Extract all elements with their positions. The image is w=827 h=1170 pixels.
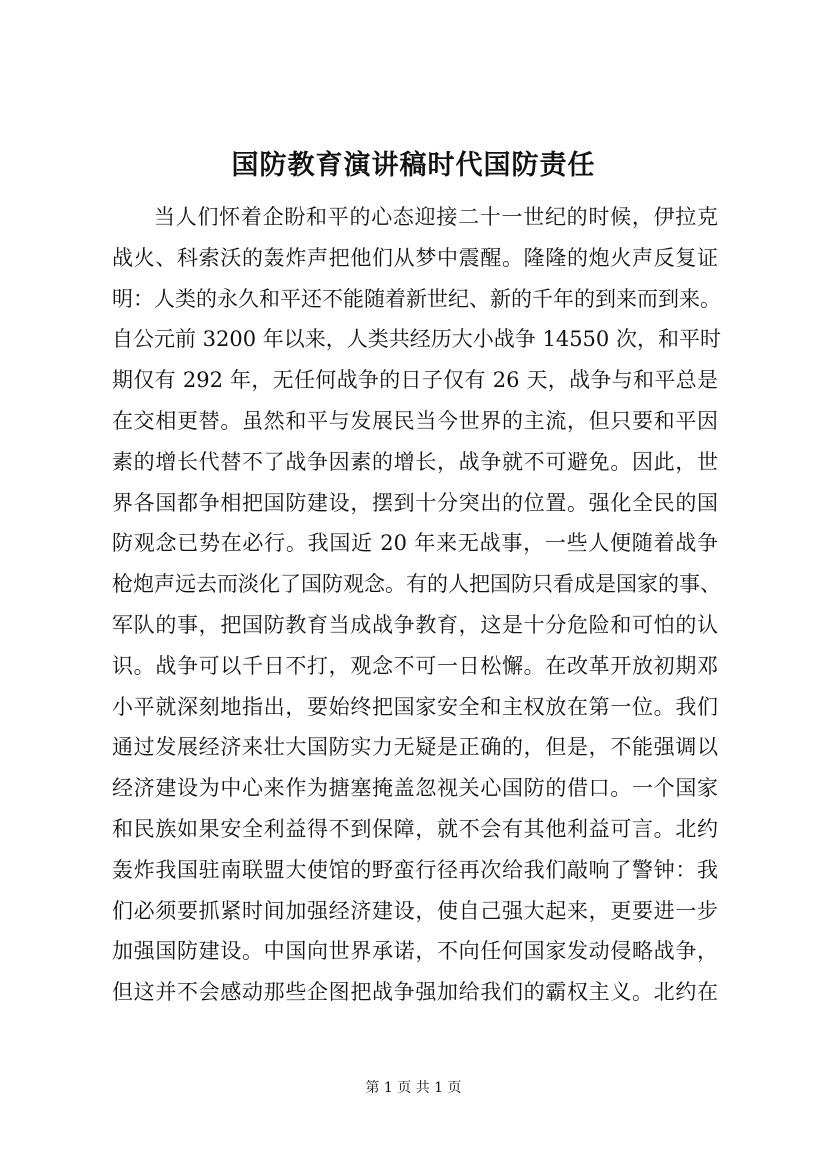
paragraph-line: 经济建设为中心来作为搪塞掩盖忽视关心国防的借口。一个国家 (112, 776, 718, 801)
paragraph-line: 轰炸我国驻南联盟大使馆的野蛮行径再次给我们敲响了警钟：我 (112, 857, 718, 882)
paragraph-line: 自公元前 3200 年以来，人类共经历大小战争 14550 次，和平时 (112, 327, 721, 352)
paragraph-line: 们必须要抓紧时间加强经济建设，使自己强大起来，更要进一步 (112, 898, 718, 923)
paragraph-line: 小平就深刻地指出，要始终把国家安全和主权放在第一位。我们 (112, 694, 718, 719)
paragraph-line: 和民族如果安全利益得不到保障，就不会有其他利益可言。北约 (112, 816, 718, 841)
paragraph-line: 期仅有 292 年，无任何战争的日子仅有 26 天，战争与和平总是 (112, 368, 718, 393)
paragraph-line: 明：人类的永久和平还不能随着新世纪、新的千年的到来而到来。 (112, 286, 721, 311)
paragraph-line: 加强国防建设。中国向世界承诺，不向任何国家发动侵略战争， (112, 939, 718, 964)
paragraph-line: 枪炮声远去而淡化了国防观念。有的人把国防只看成是国家的事、 (112, 572, 721, 597)
paragraph-line: 通过发展经济来壮大国防实力无疑是正确的，但是，不能强调以 (112, 735, 718, 760)
paragraph-line: 素的增长代替不了战争因素的增长，战争就不可避免。因此，世 (112, 449, 718, 474)
paragraph-line: 当人们怀着企盼和平的心态迎接二十一世纪的时候，伊拉克 (154, 205, 718, 229)
paragraph-line: 军队的事，把国防教育当成战争教育，这是十分危险和可怕的认 (112, 612, 718, 637)
paragraph-line: 在交相更替。虽然和平与发展民当今世界的主流，但只要和平因 (112, 408, 718, 433)
document-body (112, 197, 721, 1013)
paragraph-line: 防观念已势在必行。我国近 20 年来无战事，一些人便随着战争 (112, 531, 718, 556)
page-number-footer: 第 1 页 共 1 页 (365, 1080, 462, 1096)
document-title: 国防教育演讲稿时代国防责任 (231, 150, 596, 181)
paragraph-line: 战火、科索沃的轰炸声把他们从梦中震醒。隆隆的炮火声反复证 (112, 245, 718, 270)
paragraph-line: 但这并不会感动那些企图把战争强加给我们的霸权主义。北约在 (112, 980, 718, 1005)
paragraph-line: 界各国都争相把国防建设，摆到十分突出的位置。强化全民的国 (112, 490, 718, 515)
paragraph-line: 识。战争可以千日不打，观念不可一日松懈。在改革开放初期邓 (112, 653, 718, 678)
